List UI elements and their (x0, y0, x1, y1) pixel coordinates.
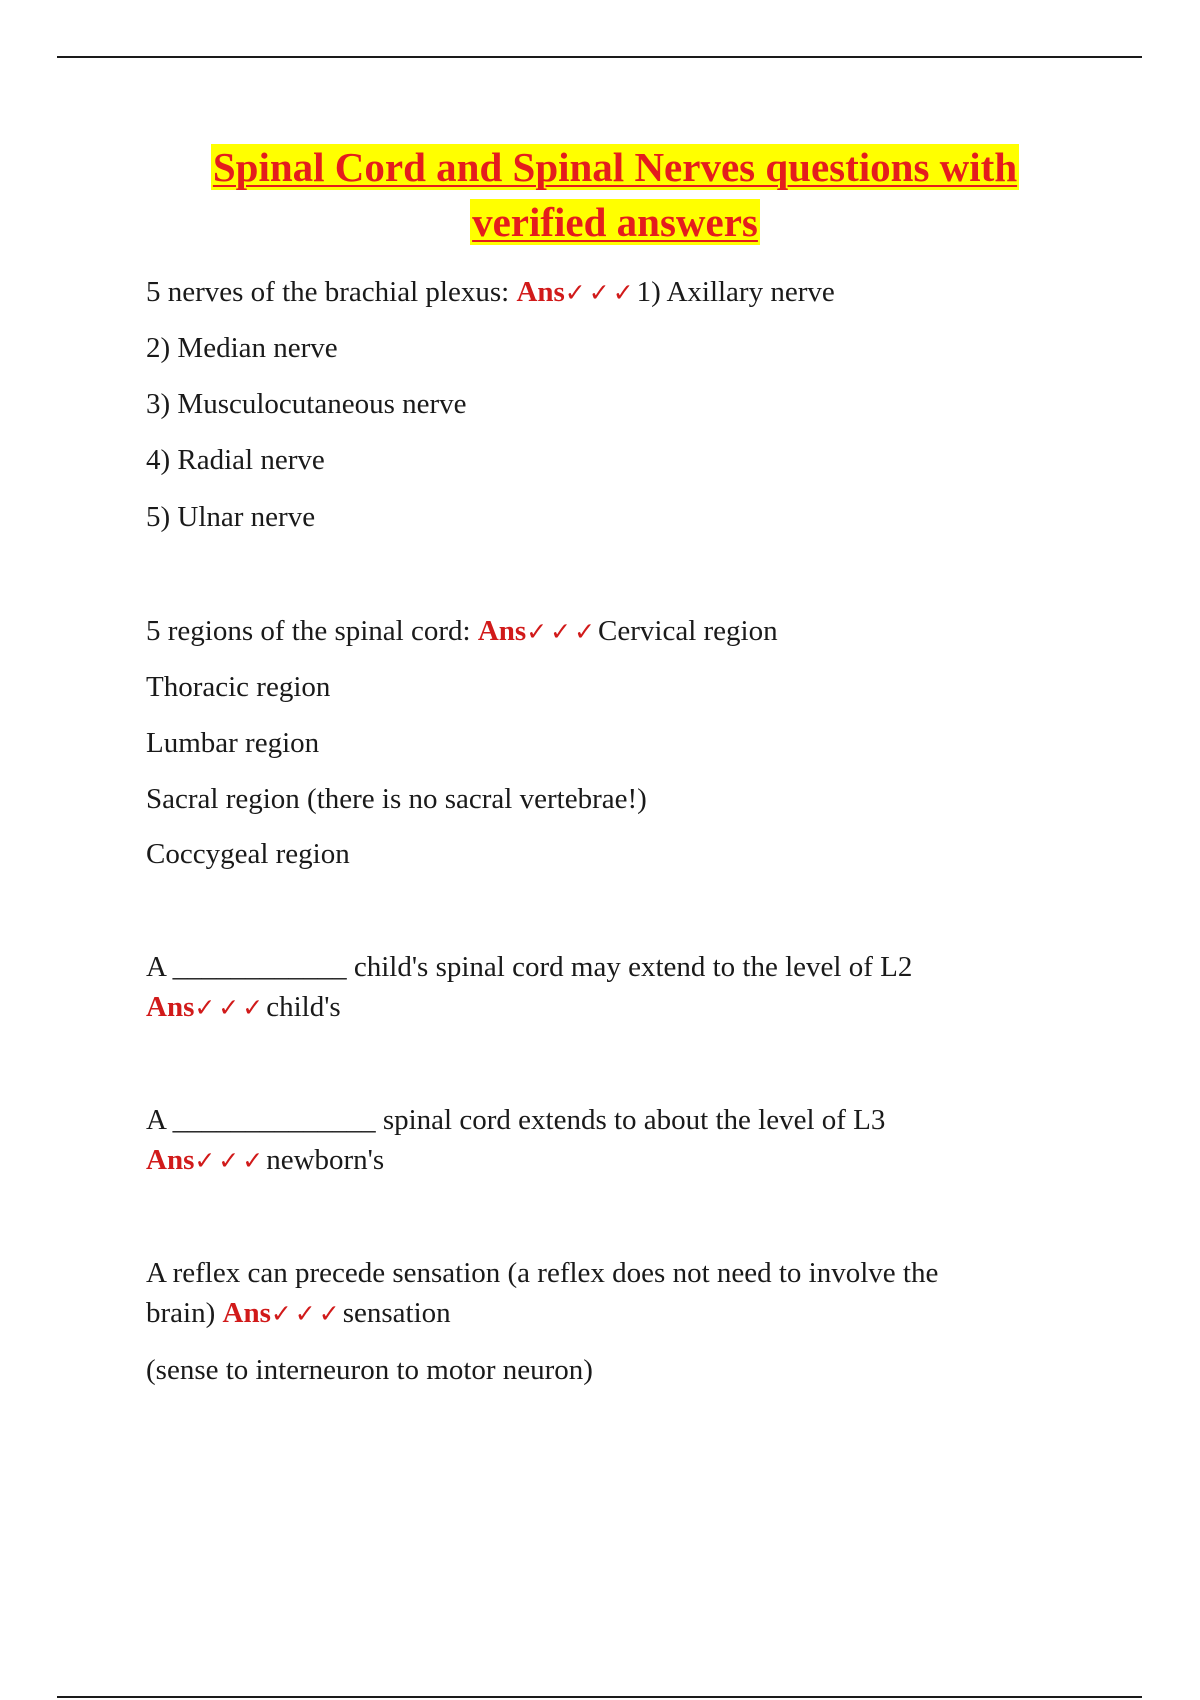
title-line-2: verified answers (472, 199, 758, 245)
q2-answer-line: Thoracic region (146, 671, 331, 703)
q1-answer-line: 3) Musculocutaneous nerve (146, 388, 467, 420)
title-line-1: Spinal Cord and Spinal Nerves questions with (212, 144, 1018, 190)
q5-question-line-2 (146, 1293, 451, 1334)
q1-answer-first: 1) Axillary nerve (636, 276, 835, 308)
q1-answer-line: 5) Ulnar nerve (146, 501, 316, 533)
q5-question-line-1: A reflex can precede sensation (a reflex does not need to involve the (146, 1257, 939, 1289)
q2-answer-first: Cervical region (598, 615, 778, 647)
answer-label: Ans (516, 276, 565, 308)
q4-answer-line (146, 1140, 384, 1181)
q5-extra: (sense to interneuron to motor neuron) (146, 1354, 593, 1386)
check-marks-icon: ✓✓✓ (526, 617, 599, 646)
check-marks-icon: ✓✓✓ (564, 278, 637, 307)
q2-answer-line: Sacral region (there is no sacral vertebrae!) (146, 783, 647, 815)
q3-answer-line (146, 987, 341, 1028)
q4-question: A ______________ spinal cord extends to about the level of L3 (146, 1104, 886, 1136)
q2-question: 5 regions of the spinal cord: (146, 615, 478, 647)
answer-label: Ans (222, 1297, 271, 1329)
header-rule (57, 56, 1142, 58)
q1-answer-line: 4) Radial nerve (146, 444, 325, 476)
check-marks-icon: ✓✓✓ (270, 1299, 343, 1328)
q3-answer: child's (266, 991, 341, 1023)
q1-answer-line: 2) Median nerve (146, 332, 338, 364)
document-title (140, 140, 1090, 250)
answer-label: Ans (146, 1144, 195, 1176)
check-marks-icon: ✓✓✓ (194, 1146, 267, 1175)
answer-label: Ans (477, 615, 527, 647)
q2-answer-line: Coccygeal region (146, 838, 350, 870)
q2-answer-line: Lumbar region (146, 727, 320, 759)
q1-question: 5 nerves of the brachial plexus: (146, 276, 517, 308)
q1-question-line (146, 272, 835, 313)
q5-question-tail: brain) (146, 1297, 223, 1329)
footer-rule (57, 1696, 1142, 1698)
q4-answer: newborn's (266, 1144, 385, 1176)
check-marks-icon: ✓✓✓ (194, 993, 267, 1022)
q3-question: A ____________ child's spinal cord may extend to the level of L2 (146, 951, 913, 983)
q5-answer: sensation (342, 1297, 451, 1329)
q2-question-line (146, 611, 778, 652)
answer-label: Ans (146, 991, 195, 1023)
